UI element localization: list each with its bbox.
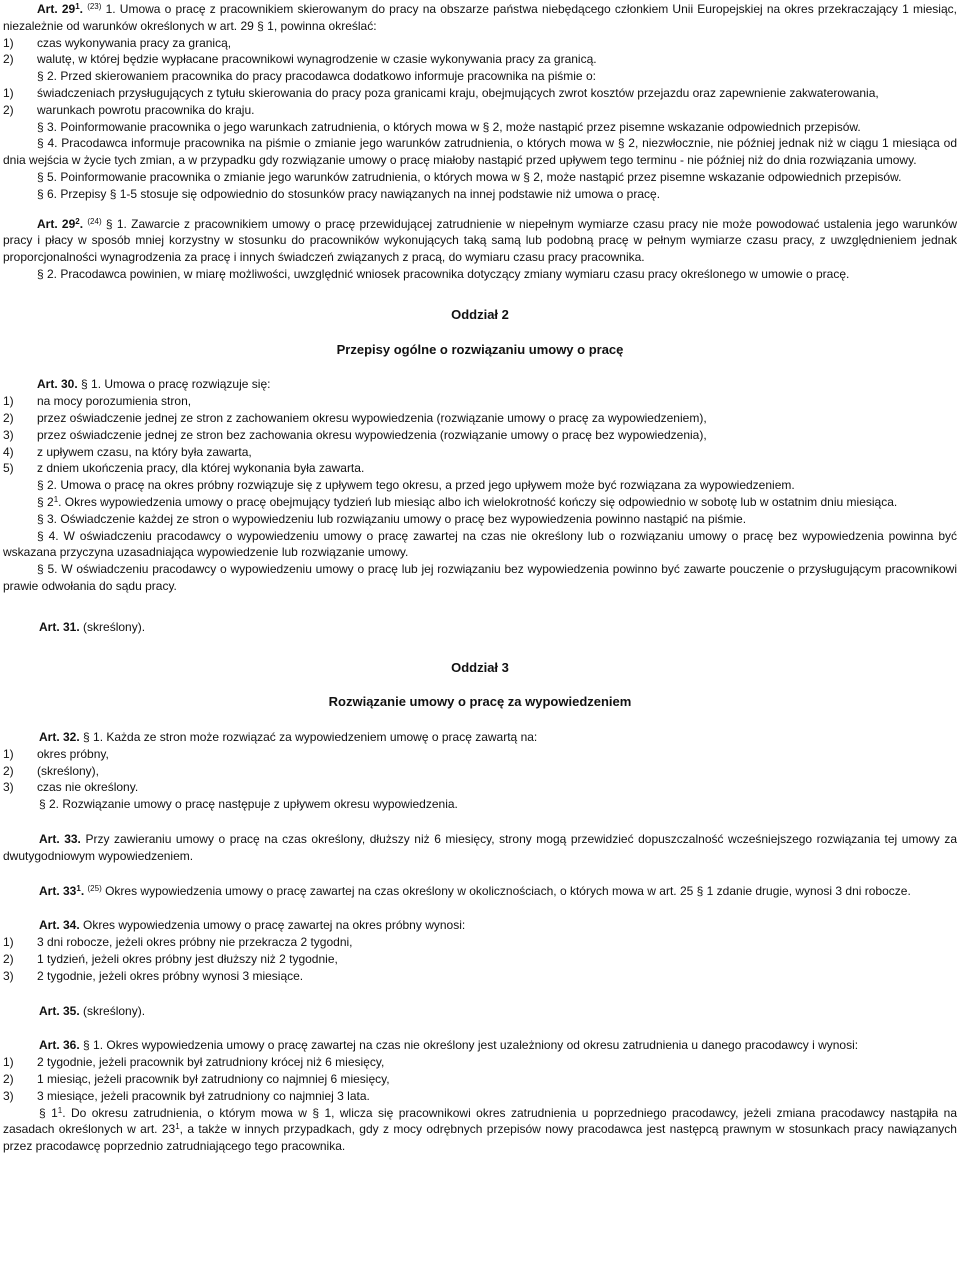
art30-intro (3, 376, 957, 393)
article-label: Art. $29^1$. (37, 2, 83, 16)
section-heading: Oddział 3 (451, 659, 509, 675)
list-item: 1) 2 tygodnie, jeżeli pracownik był zatrudniony krócej niż 6 miesięcy, (3, 1055, 385, 1070)
art36-intro (3, 1037, 957, 1054)
list-item: 1) czas wykonywania pracy za granicą, (3, 35, 232, 50)
paragraph: § 3. Oświadczenie każdej ze stron o wypowiedzeniu lub rozwiązaniu umowy o pracę bez wypowiedzenia powinno nastąpić na piśmie. (37, 511, 747, 526)
paragraph-text: § 1. Każda ze stron może rozwiązać za wypowiedzeniem umowę o pracę zawartą na: (83, 730, 538, 745)
paragraph: § 4. W oświadczeniu pracodawcy o wypowiedzeniu umowy o pracę zawartej na czas nie określony lub o rozwiązaniu umowy o pracę bez wypowiedzenia powinna być wskazana przyczyna uzasadniająca wypowiedzenie lub rozwiązanie umowy. (3, 528, 957, 560)
art34-intro: Art. 34. Okres wypowiedzenia umowy o pracę zawartej na okres próbny wynosi: (39, 918, 466, 933)
list-item: 3) 2 tygodnie, jeżeli okres próbny wynosi 3 miesiące. (3, 968, 304, 983)
article-label: Art. 31. (39, 619, 80, 634)
list-item: 2) (skreślony), (3, 763, 100, 778)
list-item: 4) z upływem czasu, na który była zawarta, (3, 444, 252, 459)
art29-2-intro (3, 216, 957, 266)
paragraph: § 2. Pracodawca powinien, w miarę możliwości, uwzględnić wniosek pracownika dotyczący zmiany wymiaru czasu pracy określonego w umowie o pracę. (37, 266, 850, 281)
article-label: Art. 33. (39, 832, 81, 847)
article-label: Art. $33^1$. (39, 883, 85, 898)
footnote-ref: (23) (87, 2, 102, 11)
article-label: Art. 36. (39, 1038, 80, 1053)
paragraph: § 5. Poinformowanie pracownika o zmianie jego warunków zatrudnienia, o których mowa w § 2, może nastąpić przez pisemne wskazanie odpowiednich przepisów. (37, 169, 902, 184)
paragraph: § $2^1$. Okres wypowiedzenia umowy o pracę obejmujący tydzień lub miesiąc albo ich wielokrotność kończy się odpowiednio w sobotę lub w ostatnim dniu miesiąca. (37, 494, 898, 509)
footnote-ref: (24) (87, 216, 102, 226)
list-item: 1) 3 dni robocze, jeżeli okres próbny nie przekracza 2 tygodni, (3, 935, 353, 950)
list-item: 2) 1 tydzień, jeżeli okres próbny jest dłuższy niż 2 tygodnie, (3, 952, 338, 967)
paragraph-text: § 1. Umowa o pracę rozwiązuje się: (81, 377, 271, 392)
art33-1: Art. $33^1$. $^{(25)}$ Okres wypowiedzenia umowy o pracę zawartej na czas określony w okolicznościach, o których mowa w art. 25 § 1 zdanie drugie, wynosi 3 dni robocze. (39, 883, 911, 898)
paragraph-text: 1. Umowa o pracę z pracownikiem skierowanym do pracy na obszarze państwa niebędącego członkiem Unii Europejskiej na okres przekraczający 1 miesiąc, niezależnie od warunków określonych w art. 29 § 1, powinna określać: (3, 2, 957, 33)
art32-intro (3, 729, 957, 746)
paragraph: § 4. Pracodawca informuje pracownika na piśmie o zmianie jego warunków zatrudnienia, o których mowa w § 2, niezwłocznie, nie później jednak niż w ciągu 1 miesiąca od dnia wejścia w życie tych zmian, a w przypadku gdy rozwiązanie umowy o pracę miałoby nastąpić przed upływem tego terminu - nie później niż do dnia rozwiązania umowy. (3, 136, 957, 168)
list-item: 3) 3 miesiące, jeżeli pracownik był zatrudniony co najmniej 3 lata. (3, 1088, 370, 1103)
paragraph-text: § 1. Okres wypowiedzenia umowy o pracę zawartej na czas nie określony jest uzależniony od okresu zatrudnienia u danego pracodawcy i wynosi: (83, 1038, 859, 1053)
article-label: Art. 34. (39, 918, 80, 933)
article-label: Art. 30. (37, 377, 78, 392)
list-item: 2) walutę, w której będzie wypłacane pracownikowi wynagrodzenie w czasie wykonywania pracy za granicą. (3, 52, 597, 67)
paragraph: § 2. Umowa o pracę na okres próbny rozwiązuje się z upływem tego okresu, a przed jego upływem może być rozwiązana za wypowiedzeniem. (37, 478, 795, 493)
list-item: 1) świadczeniach przysługujących z tytułu skierowania do pracy poza granicami kraju, obejmujących zwrot kosztów przejazdu oraz zapewnienie zakwaterowania, (3, 85, 879, 100)
list-item: 2) przez oświadczenie jednej ze stron z zachowaniem okresu wypowiedzenia (rozwiązanie umowy o pracę za wypowiedzeniem), (3, 410, 707, 425)
section-subheading: Przepisy ogólne o rozwiązaniu umowy o pracę (336, 341, 624, 357)
list-item: 5) z dniem ukończenia pracy, dla której wykonania była zawarta. (3, 461, 365, 476)
list-item: 2) 1 miesiąc, jeżeli pracownik był zatrudniony co najmniej 6 miesięcy, (3, 1072, 390, 1087)
art35: Art. 35. (skreślony). (39, 1003, 146, 1018)
paragraph: § 2. Przed skierowaniem pracownika do pracy pracodawca dodatkowo informuje pracownika na piśmie o: (37, 69, 596, 84)
art31: Art. 31. (skreślony). (39, 619, 146, 634)
article-label: Art. 32. (39, 730, 80, 745)
footnote-ref: (25) (87, 883, 102, 893)
section-subheading: Rozwiązanie umowy o pracę za wypowiedzeniem (328, 694, 632, 710)
article-label: Art. 35. (39, 1003, 80, 1018)
paragraph: § 6. Przepisy § 1-5 stosuje się odpowiednio do stosunków pracy nawiązanych na innej podstawie niż umowa o pracę. (37, 186, 661, 201)
art29-1-intro (3, 1, 957, 35)
paragraph: § 3. Poinformowanie pracownika o jego warunkach zatrudnienia, o których mowa w § 2, może nastąpić przez pisemne wskazanie odpowiednich przepisów. (37, 119, 861, 134)
paragraph-text: § 1. Zawarcie z pracownikiem umowy o pracę przewidującej zatrudnienie w niepełnym wymiarze czasu pracy nie może powodować ustalenia jego warunków pracy i płacy w sposób mniej korzystny w stosunku do pracowników wykonujących taką samą lub podobną pracę w pełnym wymiarze czasu pracy, z uwzględnieniem jednak proporcjonalności wynagrodzenia za pracę i innych świadczeń związanych z pracą, do wymiaru czasu pracy pracownika. (3, 216, 958, 265)
section-heading: Oddział 2 (451, 306, 509, 322)
article-label: Art. $29^2$. (37, 216, 84, 231)
paragraph: § 5. W oświadczeniu pracodawcy o wypowiedzeniu umowy o pracę lub jej rozwiązaniu bez wypowiedzenia powinno być zawarte pouczenie o przysługującym pracownikowi prawie odwołania do sądu pracy. (3, 562, 957, 593)
paragraph: § $1^1$. Do okresu zatrudnienia, o którym mowa w § 1, wlicza się pracownikowi okres zatrudnienia u poprzedniego pracodawcy, jeżeli zmiana pracodawcy nastąpiła na zasadach określonych w art. $23^1$, a także w innych przypadkach, gdy z mocy odrębnych przepisów nowy pracodawca jest następcą prawnym w stosunkach pracy nawiązanych przez pracodawcę poprzednio zatrudniającego tego pracownika. (3, 1105, 957, 1154)
list-item: 3) przez oświadczenie jednej ze stron bez zachowania okresu wypowiedzenia (rozwiązanie umowy o pracę bez wypowiedzenia), (3, 427, 707, 442)
list-item: 1) na mocy porozumienia stron, (3, 394, 192, 409)
paragraph: § 2. Rozwiązanie umowy o pracę następuje z upływem okresu wypowiedzenia. (39, 797, 458, 812)
list-item: 1) okres próbny, (3, 746, 109, 761)
list-item: 3) czas nie określony. (3, 780, 139, 795)
art33: Art. 33. Przy zawieraniu umowy o pracę na czas określony, dłuższy niż 6 miesięcy, strony mogą przewidzieć dopuszczalność wcześniejszego rozwiązania tej umowy za dwutygodniowym wypowiedzeniem. (3, 832, 958, 863)
list-item: 2) warunkach powrotu pracownika do kraju. (3, 102, 255, 117)
